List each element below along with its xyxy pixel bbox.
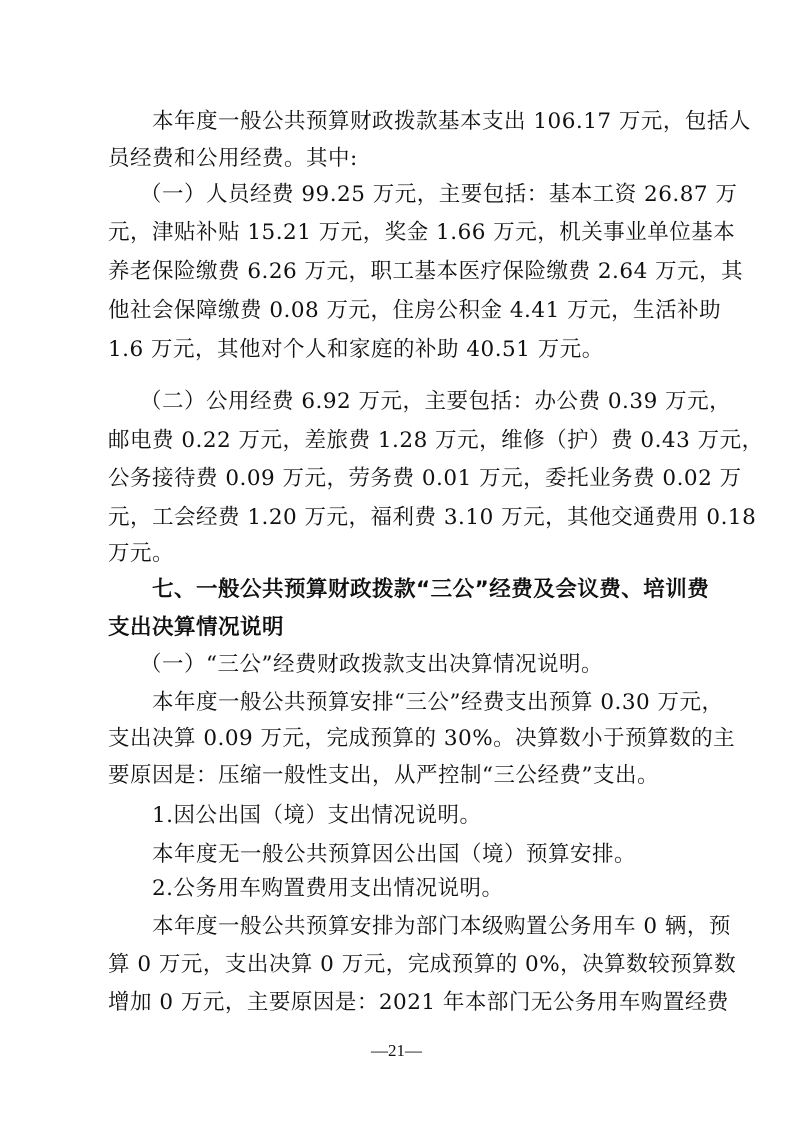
subsection-heading: （一）“三公”经费财政拨款支出决算情况说明。 — [140, 652, 603, 677]
paragraph-line: 元，工会经费 1.20 万元，福利费 3.10 万元，其他交通费用 0.18 — [108, 505, 757, 530]
paragraph-line: 支出决算 0.09 万元，完成预算的 30%。决算数小于预算数的主 — [108, 726, 736, 751]
paragraph-line: 本年度一般公共预算财政拨款基本支出 106.17 万元，包括人 — [152, 109, 751, 134]
paragraph-line: 1.6 万元，其他对个人和家庭的补助 40.51 万元。 — [108, 337, 604, 362]
subsection-heading: 1.因公出国（境）支出情况说明。 — [152, 803, 482, 828]
paragraph-line: （一）人员经费 99.25 万元，主要包括：基本工资 26.87 万 — [140, 182, 738, 207]
paragraph-line: 他社会保障缴费 0.08 万元，住房公积金 4.41 万元，生活补助 — [108, 298, 722, 323]
page-number: —21— — [371, 1041, 422, 1060]
paragraph-line: 增加 0 万元，主要原因是：2021 年本部门无公务用车购置经费 — [108, 990, 729, 1015]
paragraph-line: 本年度无一般公共预算因公出国（境）预算安排。 — [152, 842, 637, 867]
paragraph-line: 员经费和公用经费。其中: — [108, 146, 358, 171]
subsection-heading: 2.公务用车购置费用支出情况说明。 — [152, 876, 504, 901]
paragraph-line: （二）公用经费 6.92 万元，主要包括：办公费 0.39 万元， — [140, 389, 732, 414]
paragraph-line: 本年度一般公共预算安排“三公”经费支出预算 0.30 万元， — [152, 690, 724, 715]
section-heading: 支出决算情况说明 — [108, 615, 285, 640]
paragraph-line: 万元。 — [108, 541, 175, 566]
section-heading: 七、一般公共预算财政拨款“三公”经费及会议费、培训费 — [152, 577, 710, 602]
paragraph-line: 邮电费 0.22 万元，差旅费 1.28 万元，维修（护）费 0.43 万元， — [108, 428, 764, 453]
paragraph-line: 公务接待费 0.09 万元，劳务费 0.01 万元，委托业务费 0.02 万 — [108, 466, 742, 491]
paragraph-line: 养老保险缴费 6.26 万元，职工基本医疗保险缴费 2.64 万元，其 — [108, 259, 744, 284]
paragraph-line: 本年度一般公共预算安排为部门本级购置公务用车 0 辆，预 — [152, 914, 731, 939]
paragraph-line: 要原因是：压缩一般性支出，从严控制“三公经费”支出。 — [108, 763, 659, 788]
paragraph-line: 算 0 万元，支出决算 0 万元，完成预算的 0%，决算数较预算数 — [108, 952, 737, 977]
paragraph-line: 元，津贴补贴 15.21 万元，奖金 1.66 万元，机关事业单位基本 — [108, 220, 736, 245]
